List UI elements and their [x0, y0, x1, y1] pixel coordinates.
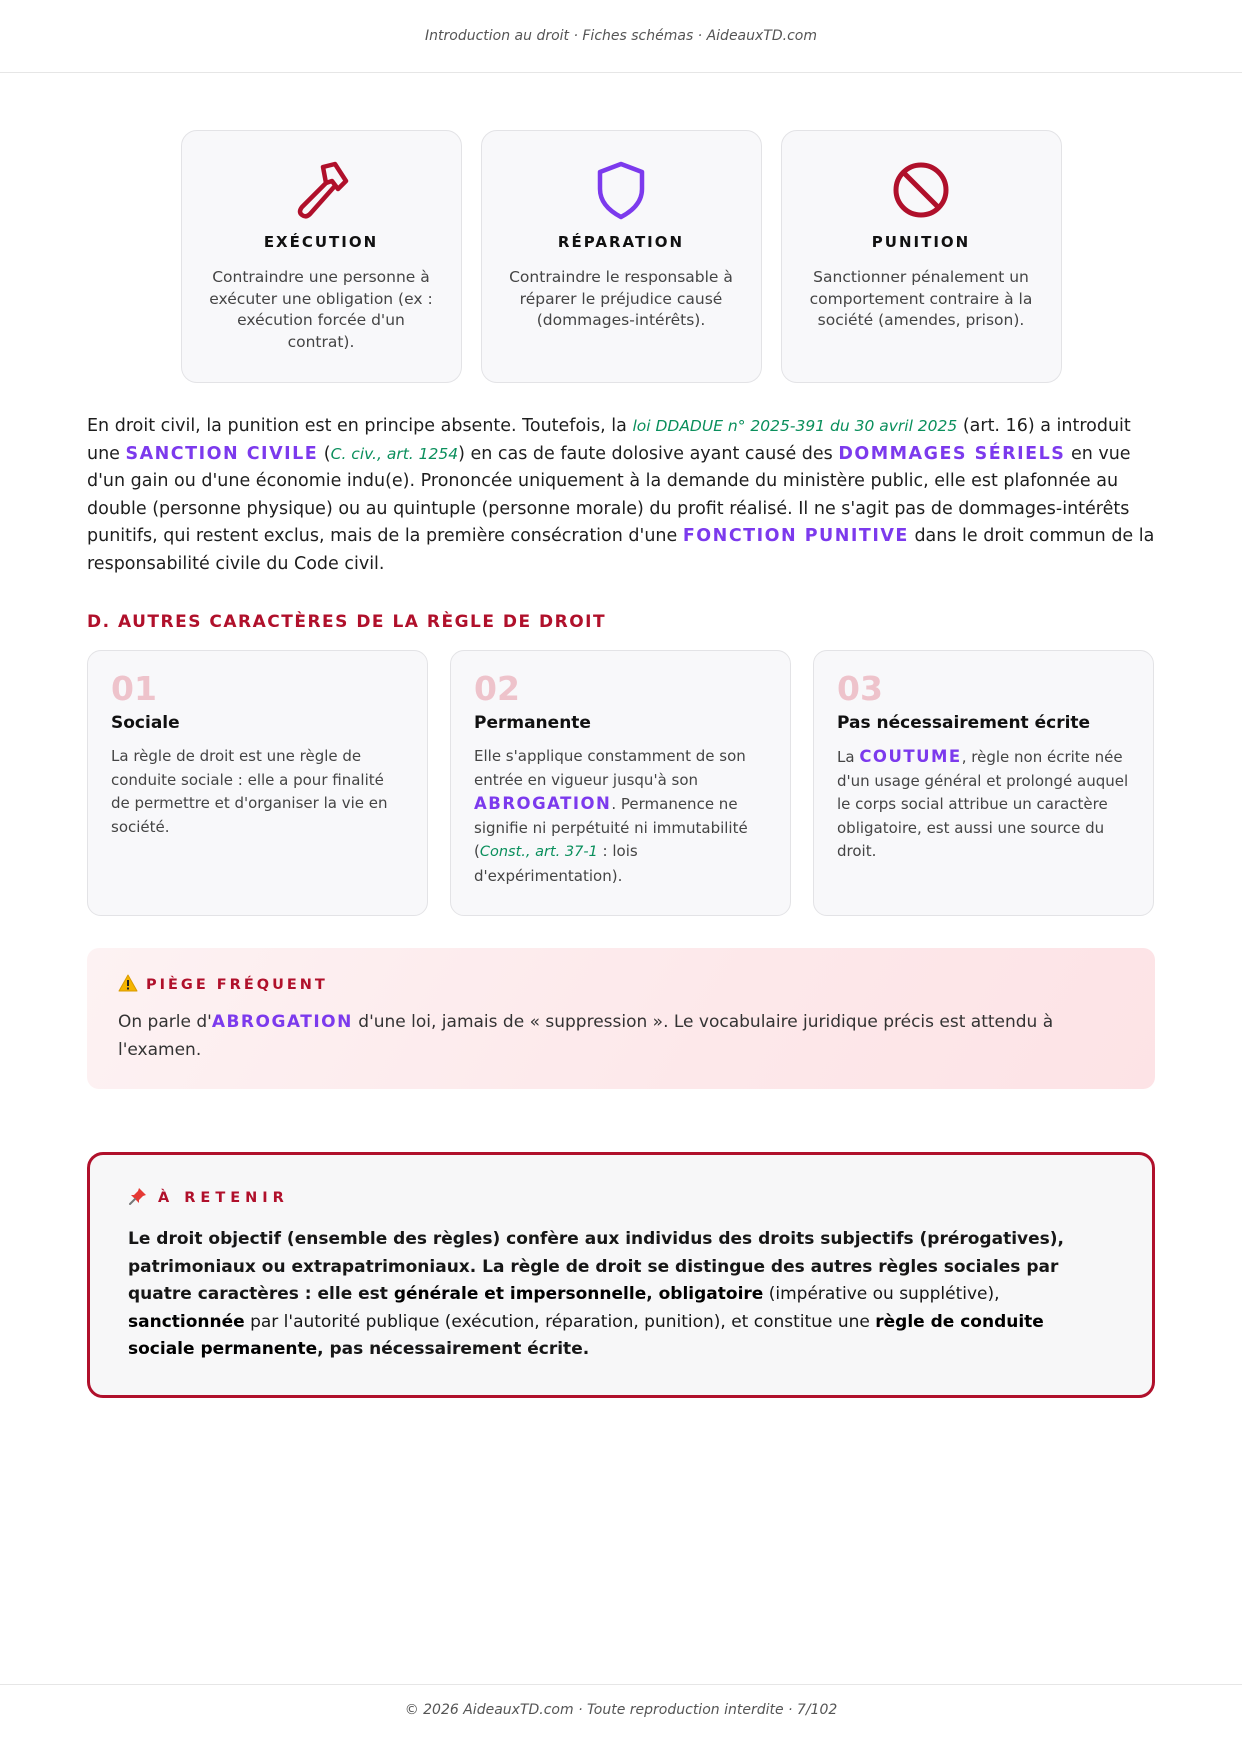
character-cards: [87, 650, 1155, 916]
text-run: , pas nécessairement écrite.: [317, 1339, 590, 1359]
card-title: PUNITION: [871, 233, 971, 251]
text-run: (impérative ou supplétive),: [763, 1284, 1000, 1304]
card-reparation: [481, 130, 762, 383]
warning-title: [118, 974, 1125, 996]
card-title: Permanente: [474, 713, 591, 733]
section-title: D. AUTRES CARACTÈRES DE LA RÈGLE DE DROIT: [87, 612, 607, 632]
character-card-permanente: [450, 650, 791, 916]
card-punition: [781, 130, 1062, 383]
text-run: dans le droit commun de la responsabilité civile du Code civil.: [87, 526, 1155, 574]
retenir-box: [87, 1152, 1155, 1398]
warning-title-text: PIÈGE FRÉQUENT: [146, 977, 328, 993]
emphasis: obligatoire: [658, 1284, 764, 1304]
text-run: : lois d'expérimentation).: [474, 842, 638, 885]
card-description: Sanctionner pénalement un comportement contraire à la société (amendes, prison).: [809, 268, 1033, 329]
page-footer: [0, 1684, 1242, 1754]
text-run: On parle d': [118, 1012, 212, 1032]
card-title: RÉPARATION: [557, 233, 685, 251]
text-run: , règle non écrite née d'un usage général et prolongé auquel le corps social attribue un caractère obligatoire, est aussi une source du droit.: [837, 748, 1129, 860]
keyword: DOMMAGES SÉRIELS: [838, 443, 1066, 464]
body-paragraph: [87, 413, 1155, 578]
text-run: Elle s'applique constamment de son entrée en vigueur jusqu'à son: [474, 747, 746, 789]
prohibited-icon: [782, 159, 1061, 221]
card-number: 02: [474, 669, 520, 708]
text-run: En droit civil, la punition est en principe absente. Toutefois, la: [87, 416, 633, 436]
card-execution: [181, 130, 462, 383]
header-text: Introduction au droit · Fiches schémas · AideauxTD.com: [425, 28, 817, 44]
card-number: 01: [111, 669, 157, 708]
legal-reference: loi DDADUE n° 2025-391 du 30 avril 2025: [632, 417, 958, 435]
card-title: Sociale: [111, 713, 180, 733]
page-content: [87, 130, 1155, 1398]
retenir-title-text: À RETENIR: [158, 1190, 289, 1206]
text-run: d'une loi, jamais de « suppression ». Le vocabulaire juridique précis est attendu à l'examen.: [118, 1012, 1054, 1060]
text-run: ,: [646, 1284, 659, 1304]
text-run: La: [837, 748, 860, 766]
warning-box: [87, 948, 1155, 1089]
text-run: ) en cas de faute dolosive ayant causé des: [458, 443, 839, 464]
shield-icon: [482, 159, 761, 221]
emphasis: règle de conduite sociale permanente: [128, 1311, 1044, 1359]
card-description: Contraindre une personne à exécuter une obligation (ex : exécution forcée d'un contrat).: [209, 268, 433, 351]
card-number: 03: [837, 669, 883, 708]
keyword: FONCTION PUNITIVE: [682, 526, 909, 546]
keyword: COUTUME: [859, 747, 962, 766]
text-run: en vue d'un gain ou d'une économie indu(e). Prononcée uniquement à la demande du ministère public, elle est plafonnée au double (personne physique) ou au quintuple (personne morale) du profit réalisé. Il ne s'agit pas de dommages-intérêts punitifs, qui restent exclus, mais de la première consécration d'une: [87, 443, 1131, 546]
footer-text: © 2026 AideauxTD.com · Toute reproduction interdite · 7/102: [404, 1702, 838, 1718]
text-run: par l'autorité publique (exécution, réparation, punition), et constitue une: [244, 1311, 876, 1332]
card-description: [474, 745, 768, 888]
emphasis: sanctionnée: [128, 1311, 245, 1332]
retenir-title: [128, 1186, 1114, 1210]
text-run: (art. 16) a introduit une: [87, 416, 1131, 464]
emphasis: générale et impersonnelle: [393, 1284, 647, 1304]
pin-icon: [128, 1186, 148, 1210]
retenir-text: [128, 1226, 1114, 1364]
keyword: ABROGATION: [474, 794, 612, 813]
warning-text: [118, 1008, 1125, 1064]
card-description: La règle de droit est une règle de conduite sociale : elle a pour finalité de permettre et d'organiser la vie en société.: [111, 747, 388, 836]
sanction-cards: [87, 130, 1155, 383]
text-run: . Permanence ne signifie ni perpétuité ni immutabilité (: [474, 795, 748, 860]
card-title: EXÉCUTION: [263, 233, 379, 251]
character-card-sociale: [87, 650, 428, 916]
page-header: [0, 0, 1242, 73]
keyword: ABROGATION: [211, 1012, 353, 1032]
card-description: Contraindre le responsable à réparer le préjudice causé (dommages-intérêts).: [509, 268, 733, 329]
card-description: [837, 745, 1131, 864]
card-title: Pas nécessairement écrite: [837, 713, 1091, 733]
text-run: Le droit objectif (ensemble des règles) confère aux individus des droits subjectifs (prérogatives), patrimoniaux ou extrapatrimoniaux. La règle de droit se distingue des autres règles sociales par quatre caractères : elle est: [128, 1229, 1064, 1304]
legal-reference: Const., art. 37-1: [479, 844, 598, 860]
text-run: (: [318, 443, 331, 464]
character-card-ecrite: [813, 650, 1154, 916]
warning-icon: [118, 974, 138, 996]
hammer-icon: [182, 159, 461, 221]
legal-reference: C. civ., art. 1254: [330, 444, 459, 463]
keyword: SANCTION CIVILE: [125, 443, 319, 464]
